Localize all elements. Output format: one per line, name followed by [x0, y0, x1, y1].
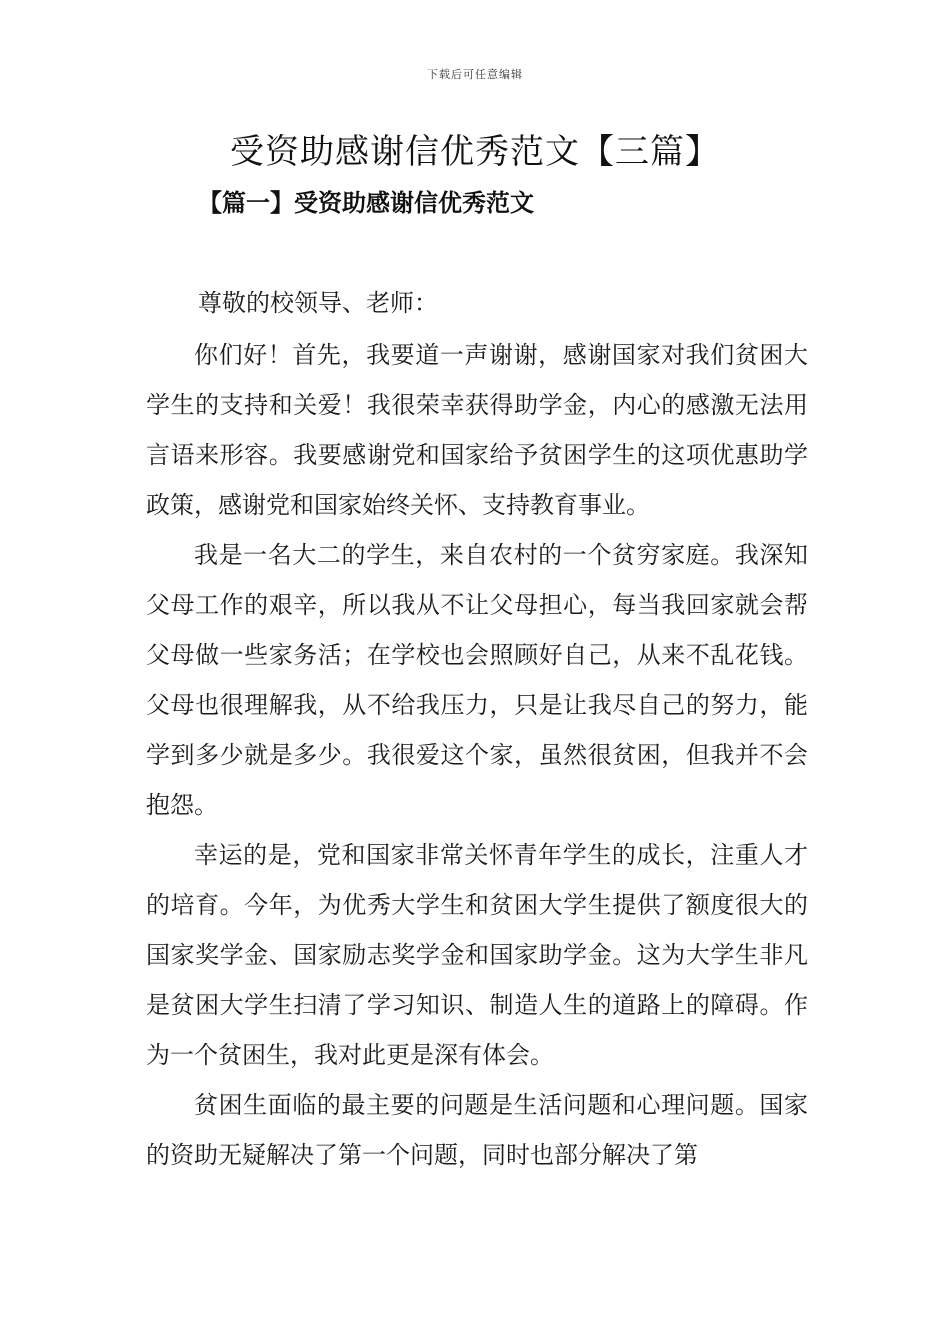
letter-body	[146, 330, 808, 1180]
header-note: 下载后可任意编辑	[427, 68, 523, 81]
paragraph: 幸运的是，党和国家非常关怀青年学生的成长，注重人才的培育。今年，为优秀大学生和贫困大学生提供了额度很大的国家奖学金、国家励志奖学金和国家助学金。这为大学生非凡是贫困大学生扫清了学习知识、制造人生的道路上的障碍。作为一个贫困生，我对此更是深有体会。	[146, 841, 808, 1069]
paragraph: 你们好！首先，我要道一声谢谢，感谢国家对我们贫困大学生的支持和关爱！我很荣幸获得助学金，内心的感激无法用言语来形容。我要感谢党和国家给予贫困学生的这项优惠助学政策，感谢党和国家始终关怀、支持教育事业。	[146, 341, 808, 519]
salutation: 尊敬的校领导、老师：	[198, 289, 438, 317]
paragraph: 贫困生面临的最主要的问题是生活问题和心理问题。国家的资助无疑解决了第一个问题，同时也部分解决了第	[146, 1091, 808, 1169]
document-title: 受资助感谢信优秀范文【三篇】	[230, 132, 720, 172]
section-title: 【篇一】受资助感谢信优秀范文	[198, 188, 534, 217]
paragraph: 我是一名大二的学生，来自农村的一个贫穷家庭。我深知父母工作的艰辛，所以我从不让父母担心，每当我回家就会帮父母做一些家务活；在学校也会照顾好自己，从来不乱花钱。父母也很理解我，从不给我压力，只是让我尽自己的努力，能学到多少就是多少。我很爱这个家，虽然很贫困，但我并不会抱怨。	[146, 541, 808, 819]
